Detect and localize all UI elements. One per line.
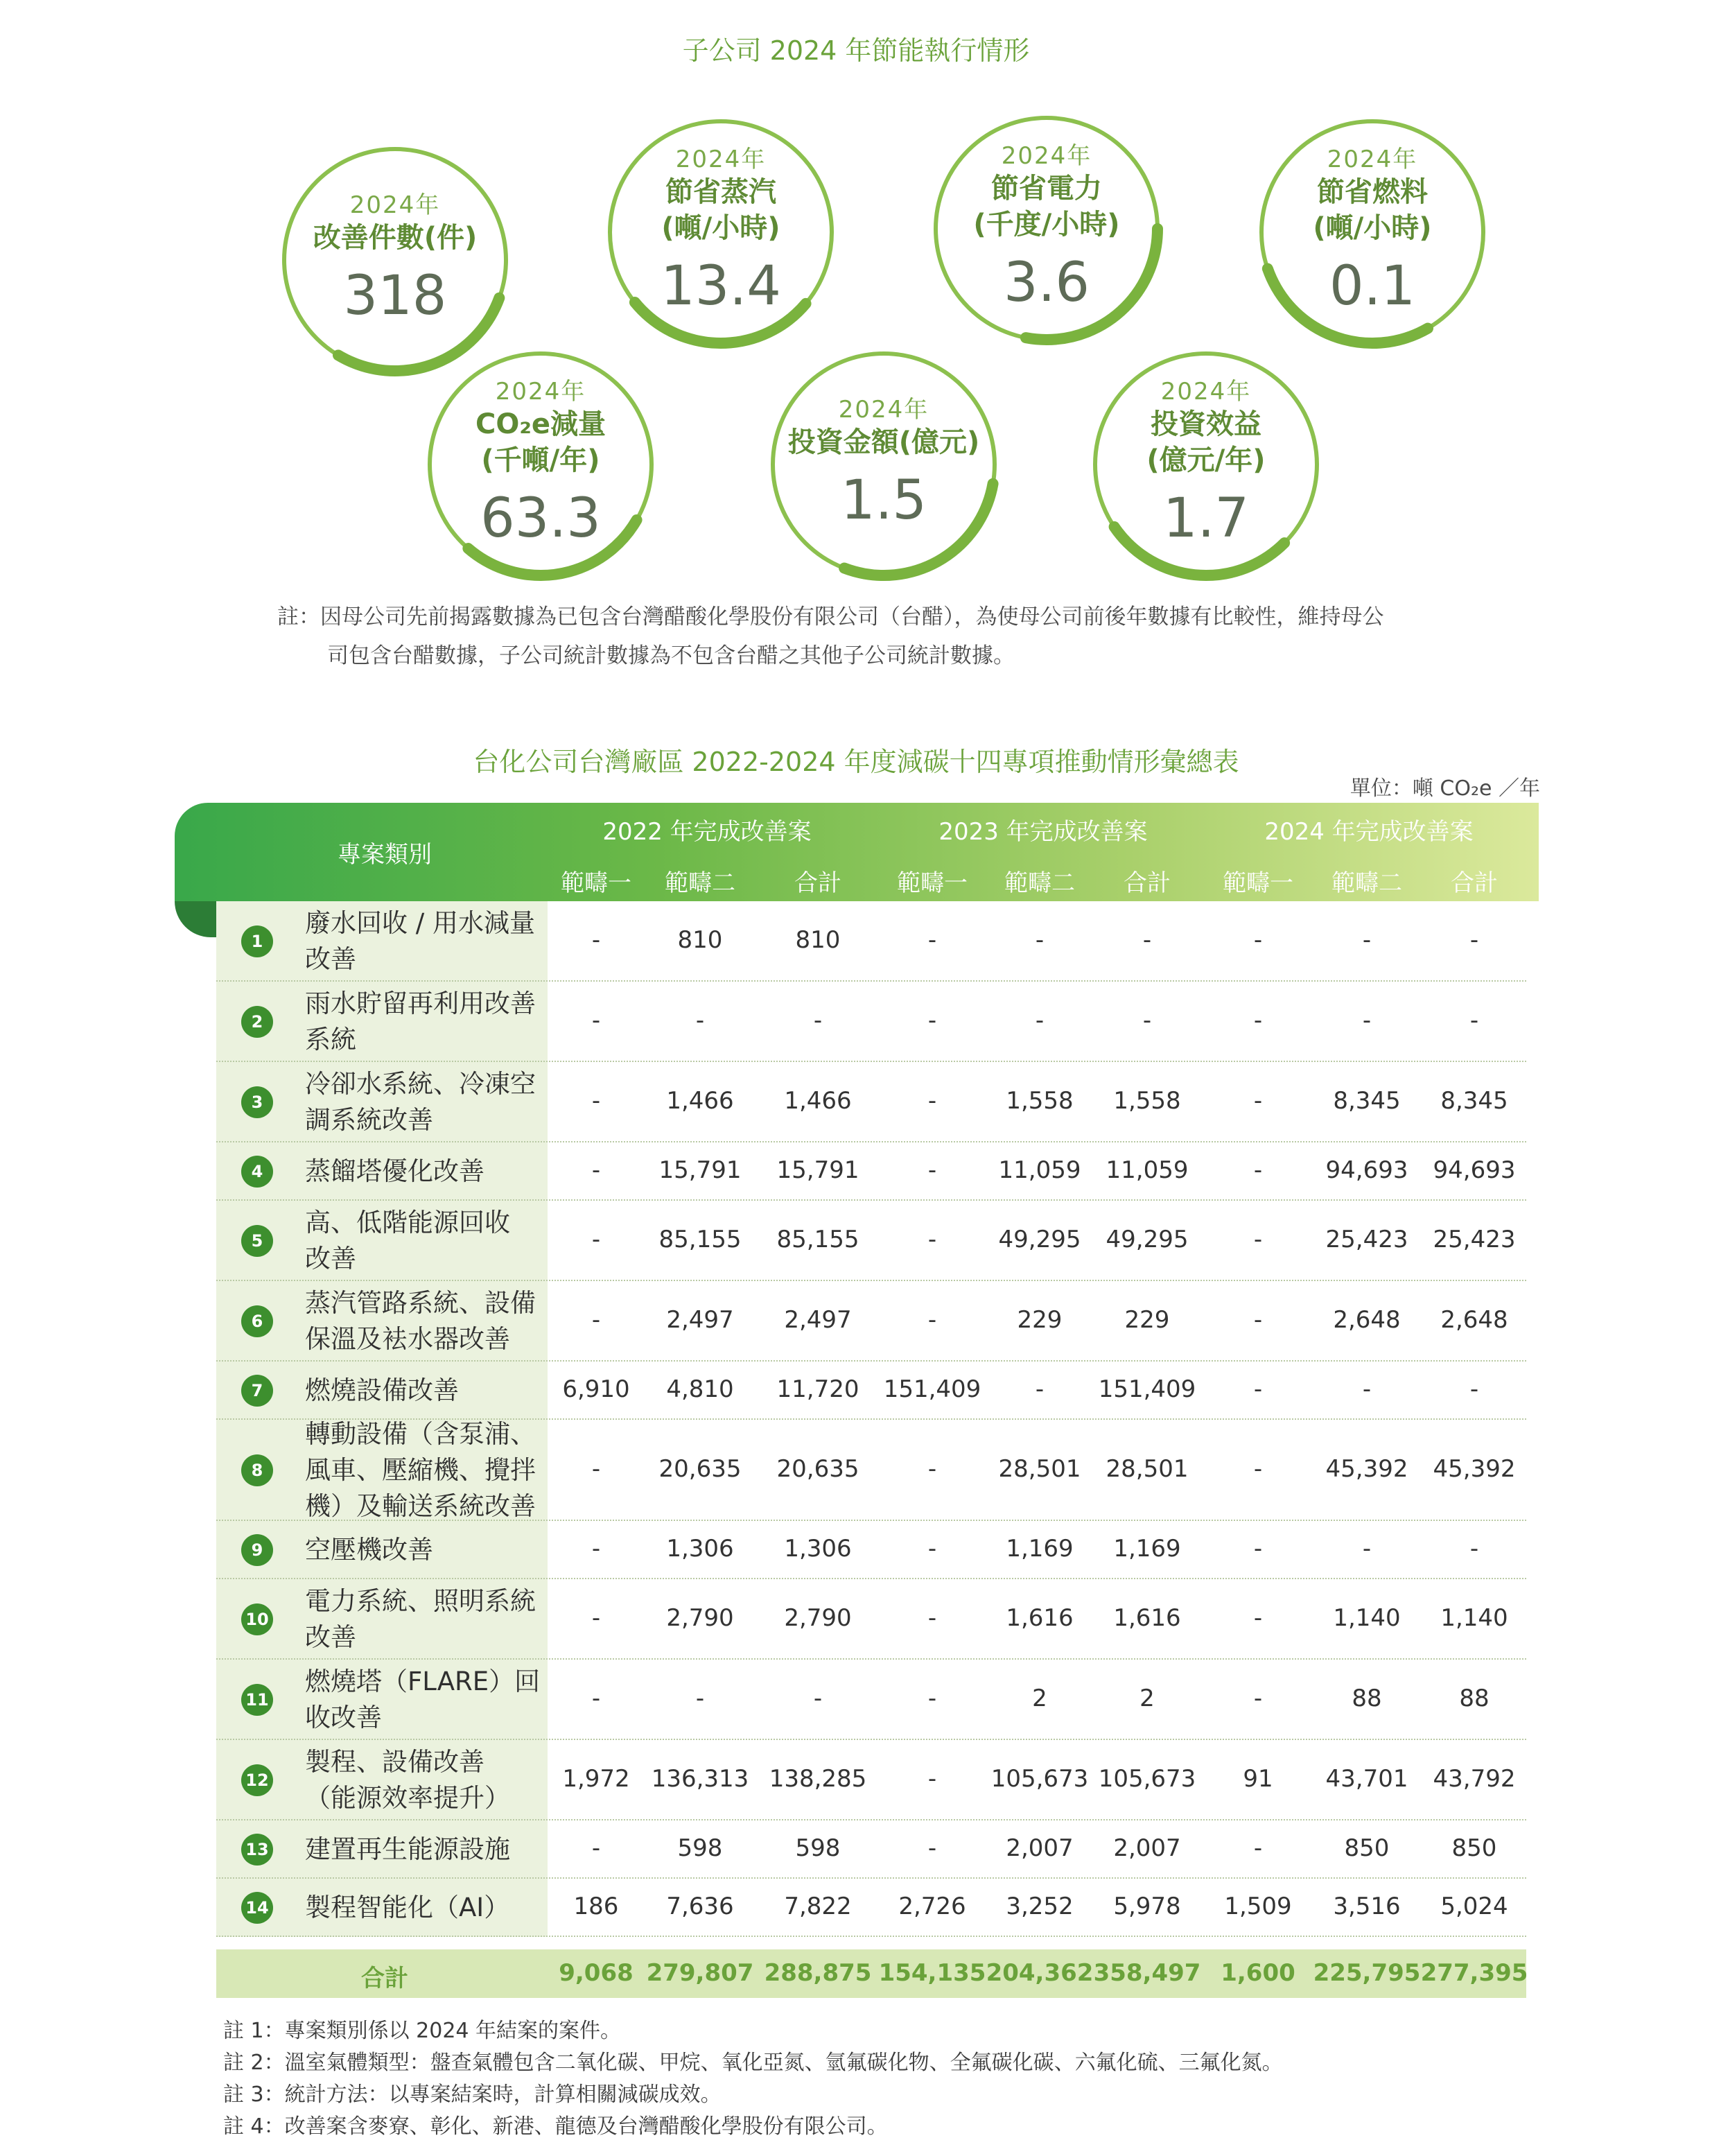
table-cell: - (927, 1455, 937, 1483)
table-cell: 2,007 (1113, 1834, 1181, 1862)
table-cell: 2,790 (666, 1604, 734, 1632)
total-cell: 277,395 (1420, 1959, 1528, 1987)
table-cell: 3,252 (1006, 1893, 1074, 1920)
kpi-year: 2024年 (349, 191, 441, 219)
header-category: 專案類別 (338, 841, 432, 869)
table-cell: - (1253, 1685, 1263, 1712)
row-category-name (305, 1154, 548, 1190)
header-sub: 範疇二 (665, 869, 735, 897)
table-cell: 4,810 (666, 1375, 734, 1403)
kpi-circle (416, 340, 665, 589)
table-cell: - (927, 1535, 937, 1563)
table-cell: - (695, 1007, 705, 1034)
table-cell: 2,497 (666, 1306, 734, 1334)
row-category-line: 轉動設備（含泵浦、 (305, 1419, 536, 1449)
table-cell: 43,792 (1433, 1765, 1516, 1793)
kpi-year: 2024年 (1001, 142, 1092, 170)
header-sub: 合計 (794, 869, 841, 897)
table-cell: - (591, 1226, 601, 1253)
table-cell: - (1362, 1375, 1372, 1403)
table-cell: 8,345 (1333, 1087, 1401, 1115)
table-cell: - (1253, 1306, 1263, 1334)
header-sub: 範疇二 (1331, 869, 1402, 897)
row-category-line: 系統 (305, 1025, 356, 1054)
row-category-line: 雨水貯留再利用改善 (305, 989, 536, 1018)
table-cell: 105,673 (1098, 1765, 1196, 1793)
row-number-badge: 6 (241, 1305, 273, 1337)
section-title-carbon: 台化公司台灣廠區 2022-2024 年度減碳十四專項推動情形彙總表 (473, 747, 1239, 777)
table-cell: 151,409 (1098, 1375, 1196, 1403)
table-cell: 85,155 (776, 1226, 859, 1253)
table-cell: 2 (1032, 1685, 1047, 1712)
kpi-circle (1081, 340, 1331, 589)
energy-note (277, 598, 1490, 675)
table-cell: 45,392 (1433, 1455, 1516, 1483)
row-category-line: 冷卻水系統、冷凍空 (305, 1069, 536, 1099)
table-cell: - (1253, 1007, 1263, 1034)
table-cell: 5,024 (1440, 1893, 1508, 1920)
row-number-badge: 11 (241, 1684, 273, 1716)
table-cell: 1,616 (1113, 1604, 1181, 1632)
kpi-label: (噸/小時) (1313, 212, 1432, 244)
kpi-label: (千噸/年) (481, 444, 600, 476)
table-cell: - (1142, 1007, 1152, 1034)
row-category-name (305, 1416, 548, 1524)
row-category-name (305, 1205, 548, 1277)
table-cell: - (591, 1087, 601, 1115)
table-cell: - (813, 1007, 823, 1034)
table-cell: 1,509 (1224, 1893, 1292, 1920)
table-cell: 1,972 (562, 1765, 630, 1793)
table-cell: - (1035, 1375, 1045, 1403)
row-category-line: 風車、壓縮機、攪拌 (305, 1455, 536, 1485)
row-number-badge: 4 (241, 1156, 273, 1188)
kpi-value: 1.5 (840, 469, 927, 532)
kpi-value: 1.7 (1162, 487, 1250, 550)
table-cell: - (591, 1455, 601, 1483)
total-cell: 288,875 (764, 1959, 872, 1987)
energy-note-line2: 司包含台醋數據，子公司統計數據為不包含台醋之其他子公司統計數據。 (327, 643, 1015, 668)
header-year: 2024 年完成改善案 (1264, 818, 1474, 846)
table-cell: - (591, 1156, 601, 1184)
row-category-line: 改善 (305, 1622, 356, 1652)
table-cell: 1,306 (666, 1535, 734, 1563)
table-cell: 1,169 (1113, 1535, 1181, 1563)
total-label: 合計 (361, 1965, 408, 1992)
row-number-badge: 7 (241, 1375, 273, 1407)
table-cell: 2 (1139, 1685, 1155, 1712)
kpi-year: 2024年 (1327, 146, 1418, 173)
table-cell: 2,007 (1006, 1834, 1074, 1862)
kpi-year: 2024年 (495, 378, 586, 406)
row-category-line: 保溫及袪水器改善 (305, 1324, 510, 1354)
table-cell: 49,295 (998, 1226, 1081, 1253)
row-number-badge: 2 (241, 1006, 273, 1038)
table-cell: - (1362, 926, 1372, 954)
kpi-circle (1248, 107, 1497, 357)
kpi-label: 改善件數(件) (313, 222, 478, 254)
table-cell: 850 (1344, 1834, 1390, 1862)
row-category-line: （能源效率提升） (305, 1783, 510, 1813)
row-category-line: 收改善 (305, 1703, 382, 1732)
table-cell: - (813, 1685, 823, 1712)
table-cell: 88 (1352, 1685, 1382, 1712)
kpi-label: 節省蒸汽 (665, 176, 776, 208)
footnote-line: 註 4：改善案含麥寮、彰化、新港、龍德及台灣醋酸化學股份有限公司。 (223, 2114, 888, 2139)
table-cell: - (927, 1007, 937, 1034)
footnote-line: 註 2：溫室氣體類型：盤查氣體包含二氧化碳、甲烷、氧化亞氮、氫氟碳化物、全氟碳化碳、六氟化硫、三氟化氮。 (223, 2051, 1283, 2075)
row-number-badge: 3 (241, 1086, 273, 1118)
total-cell: 358,497 (1093, 1959, 1201, 1987)
table-cell: - (1253, 1087, 1263, 1115)
table-cell: 1,558 (1113, 1087, 1181, 1115)
kpi-label: 節省電力 (991, 173, 1102, 205)
table-cell: 45,392 (1325, 1455, 1408, 1483)
header-sub: 合計 (1451, 869, 1498, 897)
table-cell: - (927, 1834, 937, 1862)
table-cell: - (591, 1685, 601, 1712)
table-cell: - (695, 1685, 705, 1712)
table-cell: - (1469, 926, 1479, 954)
row-category-name (305, 1532, 548, 1568)
row-divider (216, 1936, 1526, 1937)
table-cell: 1,616 (1006, 1604, 1074, 1632)
table-cell: 28,501 (1106, 1455, 1189, 1483)
kpi-label: (億元/年) (1146, 444, 1266, 476)
energy-note-line1: 註：因母公司先前揭露數據為已包含台灣醋酸化學股份有限公司（台醋），為使母公司前後年數據有比較性，維持母公 (277, 605, 1384, 629)
table-cell: 136,313 (651, 1765, 749, 1793)
table-cell: 2,497 (784, 1306, 852, 1334)
row-number-badge: 9 (241, 1534, 273, 1566)
kpi-label: 節省燃料 (1317, 176, 1428, 208)
table-cell: 20,635 (776, 1455, 859, 1483)
header-sub: 範疇一 (561, 869, 631, 897)
kpi-label: 投資金額(億元) (787, 426, 980, 458)
table-cell: - (1253, 1535, 1263, 1563)
table-cell: 2,726 (898, 1893, 966, 1920)
header-year: 2023 年完成改善案 (938, 818, 1148, 846)
table-cell: - (1253, 1375, 1263, 1403)
table-cell: - (591, 1535, 601, 1563)
table-cell: - (927, 1087, 937, 1115)
kpi-value: 63.3 (480, 487, 601, 550)
table-cell: - (591, 1604, 601, 1632)
table-cell: - (927, 1306, 937, 1334)
table-cell: 94,693 (1325, 1156, 1408, 1184)
kpi-value: 13.4 (661, 255, 781, 318)
kpi-value: 0.1 (1329, 255, 1416, 318)
table-cell: 2,648 (1333, 1306, 1401, 1334)
table-cell: 229 (1017, 1306, 1063, 1334)
header-sub: 範疇一 (897, 869, 968, 897)
table-cell: 49,295 (1106, 1226, 1189, 1253)
table-cell: 1,558 (1006, 1087, 1074, 1115)
table-cell: 20,635 (658, 1455, 742, 1483)
kpi-label: (噸/小時) (661, 212, 780, 244)
total-cell: 9,068 (559, 1959, 634, 1987)
row-number-badge: 1 (241, 925, 273, 957)
row-category-name (305, 1373, 548, 1409)
row-number-badge: 5 (241, 1225, 273, 1257)
table-cell: 1,169 (1006, 1535, 1074, 1563)
row-category-line: 改善 (305, 944, 356, 974)
row-category-line: 建置再生能源設施 (305, 1834, 510, 1864)
row-number-badge: 8 (241, 1454, 273, 1486)
table-cell: 91 (1243, 1765, 1273, 1793)
total-cell: 225,795 (1313, 1959, 1421, 1987)
row-category-line: 改善 (305, 1244, 356, 1273)
table-cell: 598 (677, 1834, 723, 1862)
kpi-year: 2024年 (838, 396, 929, 424)
table-cell: 105,673 (990, 1765, 1089, 1793)
table-cell: 6,910 (562, 1375, 630, 1403)
table-cell: 25,423 (1325, 1226, 1408, 1253)
row-category-line: 製程、設備改善 (305, 1747, 484, 1777)
table-cell: - (927, 926, 937, 954)
row-category-line: 高、低階能源回收 (305, 1208, 510, 1237)
table-cell: - (1035, 1007, 1045, 1034)
footnote-line: 註 3：統計方法：以專案結案時，計算相關減碳成效。 (223, 2083, 722, 2107)
table-cell: 25,423 (1433, 1226, 1516, 1253)
table-cell: - (1362, 1535, 1372, 1563)
table-cell: 1,306 (784, 1535, 852, 1563)
kpi-circle (759, 340, 1008, 589)
table-cell: 810 (795, 926, 841, 954)
table-cell: 85,155 (658, 1226, 742, 1253)
table-cell: - (1362, 1007, 1372, 1034)
table-cell: - (1253, 1455, 1263, 1483)
kpi-label: CO₂e減量 (475, 408, 606, 440)
table-cell: 88 (1459, 1685, 1490, 1712)
table-header-fold (175, 901, 216, 937)
table-cell: 2,648 (1440, 1306, 1508, 1334)
row-number-badge: 12 (241, 1764, 273, 1796)
table-cell: - (1253, 1604, 1263, 1632)
total-cell: 279,807 (646, 1959, 754, 1987)
table-cell: 850 (1451, 1834, 1497, 1862)
table-cell: 598 (795, 1834, 841, 1862)
table-cell: - (927, 1685, 937, 1712)
row-category-line: 蒸汽管路系統、設備 (305, 1288, 536, 1318)
table-cell: 1,140 (1333, 1604, 1401, 1632)
kpi-year: 2024年 (1160, 378, 1252, 406)
table-cell: - (1253, 1226, 1263, 1253)
row-category-name (305, 1285, 548, 1357)
table-cell: 1,140 (1440, 1604, 1508, 1632)
row-category-name (305, 1066, 548, 1138)
total-cell: 1,600 (1221, 1959, 1295, 1987)
table-cell: 810 (677, 926, 723, 954)
table-cell: - (1253, 1156, 1263, 1184)
table-cell: 94,693 (1433, 1156, 1516, 1184)
table-cell: 11,720 (776, 1375, 859, 1403)
total-cell: 204,362 (986, 1959, 1094, 1987)
unit-label: 單位：噸 CO₂e ／年 (1349, 776, 1540, 801)
table-cell: 186 (573, 1893, 619, 1920)
table-cell: - (1469, 1535, 1479, 1563)
table-cell: 2,790 (784, 1604, 852, 1632)
footnote-line: 註 1：專案類別係以 2024 年結案的案件。 (223, 2019, 622, 2043)
table-cell: - (591, 1834, 601, 1862)
table-cell: 1,466 (784, 1087, 852, 1115)
table-cell: 11,059 (998, 1156, 1081, 1184)
row-category-line: 機）及輸送系統改善 (305, 1491, 536, 1521)
kpi-circle (922, 104, 1171, 354)
kpi-year: 2024年 (675, 146, 767, 173)
kpi-label: (千度/小時) (973, 209, 1120, 241)
table-cell: 151,409 (883, 1375, 981, 1403)
row-category-line: 廢水回收 / 用水減量 (305, 908, 535, 938)
row-category-name (305, 1832, 548, 1868)
row-number-badge: 13 (241, 1834, 273, 1866)
row-category-line: 空壓機改善 (305, 1535, 433, 1565)
table-cell: 15,791 (658, 1156, 742, 1184)
table-cell: 3,516 (1333, 1893, 1401, 1920)
table-cell: - (1253, 926, 1263, 954)
table-cell: - (1469, 1007, 1479, 1034)
table-cell: 43,701 (1325, 1765, 1408, 1793)
table-cell: - (591, 926, 601, 954)
header-year: 2022 年完成改善案 (602, 818, 812, 846)
section-title-energy: 子公司 2024 年節能執行情形 (682, 35, 1030, 66)
row-category-name (305, 1664, 548, 1736)
table-cell: - (1253, 1834, 1263, 1862)
header-sub: 範疇二 (1004, 869, 1075, 897)
header-sub: 範疇一 (1223, 869, 1293, 897)
kpi-circle (596, 107, 846, 357)
row-category-name (305, 1890, 548, 1926)
table-cell: - (927, 1156, 937, 1184)
table-cell: - (591, 1306, 601, 1334)
table-cell: - (927, 1226, 937, 1253)
table-cell: - (927, 1604, 937, 1632)
row-category-line: 燃燒塔（FLARE）回 (305, 1667, 541, 1696)
row-category-line: 製程智能化（AI） (305, 1893, 510, 1922)
kpi-value: 3.6 (1003, 252, 1090, 314)
table-cell: - (591, 1007, 601, 1034)
table-cell: 8,345 (1440, 1087, 1508, 1115)
table-cell: 1,466 (666, 1087, 734, 1115)
header-sub: 合計 (1124, 869, 1171, 897)
table-cell: 229 (1124, 1306, 1170, 1334)
row-category-name (305, 1583, 548, 1655)
table-cell: - (1469, 1375, 1479, 1403)
row-category-name (305, 1744, 548, 1816)
table-cell: 138,285 (769, 1765, 867, 1793)
row-category-line: 燃燒設備改善 (305, 1375, 459, 1405)
table-cell: - (1035, 926, 1045, 954)
row-category-line: 調系統改善 (305, 1105, 433, 1135)
row-category-name (305, 905, 548, 977)
row-category-name (305, 986, 548, 1058)
table-cell: 15,791 (776, 1156, 859, 1184)
table-cell: - (1142, 926, 1152, 954)
table-cell: 7,636 (666, 1893, 734, 1920)
table-cell: 28,501 (998, 1455, 1081, 1483)
table-cell: 5,978 (1113, 1893, 1181, 1920)
row-number-badge: 14 (241, 1892, 273, 1924)
kpi-label: 投資效益 (1151, 408, 1261, 440)
row-number-badge: 10 (241, 1603, 273, 1635)
kpi-value: 318 (343, 265, 447, 327)
total-cell: 154,135 (878, 1959, 986, 1987)
table-cell: 11,059 (1106, 1156, 1189, 1184)
table-cell: 7,822 (784, 1893, 852, 1920)
table-cell: - (927, 1765, 937, 1793)
row-category-line: 電力系統、照明系統 (305, 1586, 536, 1616)
row-category-line: 蒸餾塔優化改善 (305, 1156, 484, 1186)
